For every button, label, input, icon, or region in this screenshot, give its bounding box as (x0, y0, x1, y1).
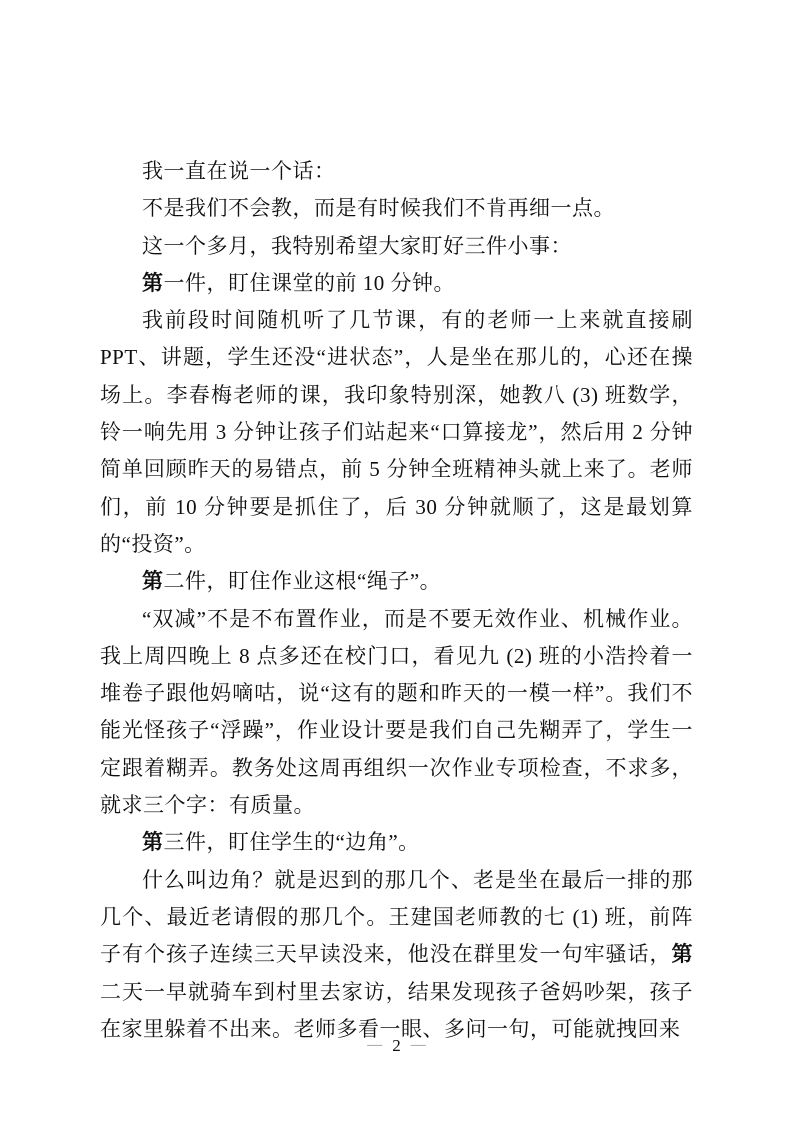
text-run: 这一个多月，我特别希望大家盯好三件小事： (142, 233, 572, 258)
paragraph (100, 302, 693, 563)
page-number: 2 (392, 1036, 401, 1055)
text-run: 不是我们不会教，而是有时候我们不肯再细一点。 (142, 196, 615, 221)
paragraph (100, 824, 693, 861)
text-run: 什么叫边角？就是迟到的那几个、老是坐在最后一排的那几个、最近老请假的那几个。王建国老师教的七 (1) 班，前阵子有个孩子连续三天早读没来，他没在群里发一句牢骚话， (100, 867, 693, 967)
paragraph (100, 265, 693, 302)
text-run: “双减”不是不布置作业，而是不要无效作业、机械作业。我上周四晚上 8 点多还在校门口，看见九 (2) 班的小浩拎着一堆卷子跟他妈嘀咕，说“这有的题和昨天的一模一样”。我们不能光怪孩子“浮躁”，作业设计要是我们自己先糊弄了，学生一定跟着糊弄。教务处这周再组织一次作业专项检查，不求多，就求三个字：有质量。 (100, 606, 693, 818)
bold-text-run: 第 (671, 942, 693, 967)
text-run: 我一直在说一个话： (142, 159, 336, 183)
paragraph (100, 862, 693, 1048)
text-run: 三件，盯住学生的“边角”。 (163, 830, 420, 855)
bold-text-run: 第 (142, 830, 164, 855)
text-run: 二件，盯住作业这根“绳子”。 (163, 569, 442, 594)
paragraph (100, 153, 693, 190)
bold-text-run: 第 (142, 569, 164, 594)
footer-right-dash: — (410, 1037, 426, 1053)
paragraph (100, 601, 693, 825)
text-run: 二天一早就骑车到村里去家访，结果发现孩子爸妈吵架，孩子在家里躲着不出来。老师多看一眼、多问一句，可能就拽回来 (100, 979, 693, 1041)
bold-text-run: 第 (142, 270, 164, 295)
paragraph (100, 228, 693, 265)
paragraph (100, 563, 693, 600)
document-body (100, 153, 693, 1048)
page-footer (0, 1033, 793, 1058)
footer-left-dash: — (367, 1037, 383, 1053)
paragraph (100, 190, 693, 227)
text-run: 我前段时间随机听了几节课，有的老师一上来就直接刷 PPT、讲题，学生还没“进状态”，人是坐在那儿的，心还在操场上。李春梅老师的课，我印象特别深，她教八 (3) 班数学，铃一响先用 3 分钟让孩子们站起来“口算接龙”，然后用 2 分钟简单回顾昨天的易错点，前 5 分钟全班精神头就上来了。老师们，前 10 分钟要是抓住了，后 30 分钟就顺了，这是最划算的“投资”。 (100, 308, 693, 556)
text-run: 一件，盯住课堂的前 10 分钟。 (163, 270, 455, 295)
